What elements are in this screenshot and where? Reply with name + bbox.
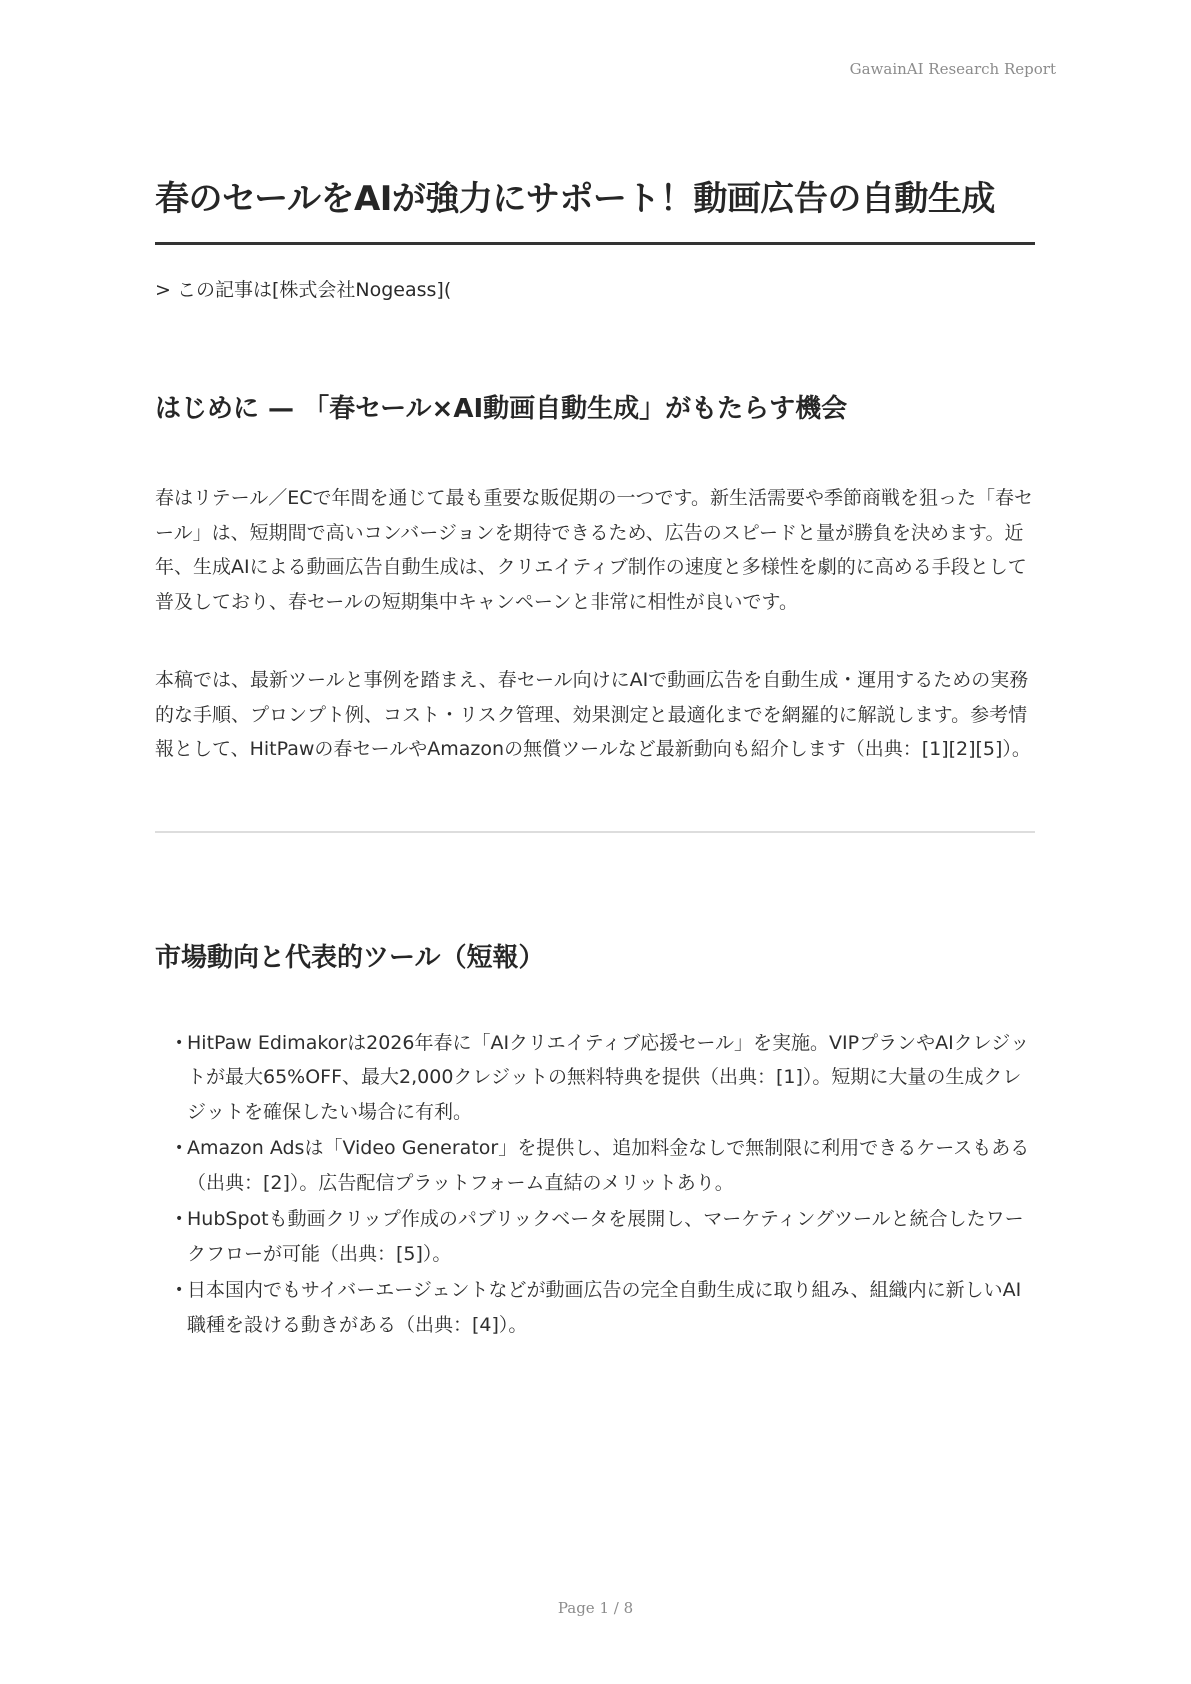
title-divider (155, 242, 1035, 245)
bullet-icon: • (175, 1211, 184, 1227)
section-heading-market: 市場動向と代表的ツール（短報） (155, 942, 545, 973)
attribution-line: > この記事は[株式会社Nogeass]( (155, 279, 452, 301)
running-header: GawainAI Research Report (849, 60, 1056, 78)
list-item-text: HubSpotも動画クリップ作成のパブリックベータを展開し、マーケティングツールと統合したワークフローが可能（出典：[5]）。 (187, 1208, 1024, 1265)
list-item (175, 1202, 1035, 1271)
list-item-text: Amazon Adsは「Video Generator」を提供し、追加料金なしで無制限に利用できるケースもある（出典：[2]）。広告配信プラットフォーム直結のメリットあり。 (187, 1137, 1030, 1194)
list-item (175, 1273, 1035, 1342)
market-bullet-list (155, 1026, 1035, 1343)
bullet-icon: • (175, 1282, 184, 1298)
section-divider (155, 831, 1035, 833)
bullet-icon: • (175, 1034, 184, 1051)
list-item-text: 日本国内でもサイバーエージェントなどが動画広告の完全自動生成に取り組み、組織内に新しいAI職種を設ける動きがある（出典：[4]）。 (187, 1279, 1022, 1336)
section-heading-intro: はじめに — 「春セール×AI動画自動生成」がもたらす機会 (155, 394, 848, 424)
bullet-icon: • (175, 1140, 184, 1156)
list-item (175, 1026, 1035, 1130)
intro-paragraph-1: 春はリテール／ECで年間を通じて最も重要な販促期の一つです。新生活需要や季節商戦を狙った「春セール」は、短期間で高いコンバージョンを期待できるため、広告のスピードと量が勝負を決めます。近年、生成AIによる動画広告自動生成は、クリエイティブ制作の速度と多様性を劇的に高める手段として普及しており、春セールの短期集中キャンペーンと非常に相性が良いです。 (155, 487, 1033, 613)
page-number: Page 1 / 8 (557, 1599, 634, 1617)
intro-paragraph-2: 本稿では、最新ツールと事例を踏まえ、春セール向けにAIで動画広告を自動生成・運用するための実務的な手順、プロンプト例、コスト・リスク管理、効果測定と最適化までを網羅的に解説します。参考情報として、HitPawの春セールやAmazonの無償ツールなど最新動向も紹介します（出典：[1][2][5]）。 (155, 669, 1031, 760)
list-item (175, 1131, 1035, 1200)
document-title: 春のセールをAIが強力にサポート！動画広告の自動生成 (155, 179, 995, 219)
document-body (155, 170, 1035, 1344)
list-item-text: HitPaw Edimakorは2026年春に「AIクリエイティブ応援セール」を実施。VIPプランやAIクレジットが最大65%OFF、最大2,000クレジットの無料特典を提供（出典：[1]）。短期に大量の生成クレジットを確保したい場合に有利。 (187, 1031, 1030, 1123)
